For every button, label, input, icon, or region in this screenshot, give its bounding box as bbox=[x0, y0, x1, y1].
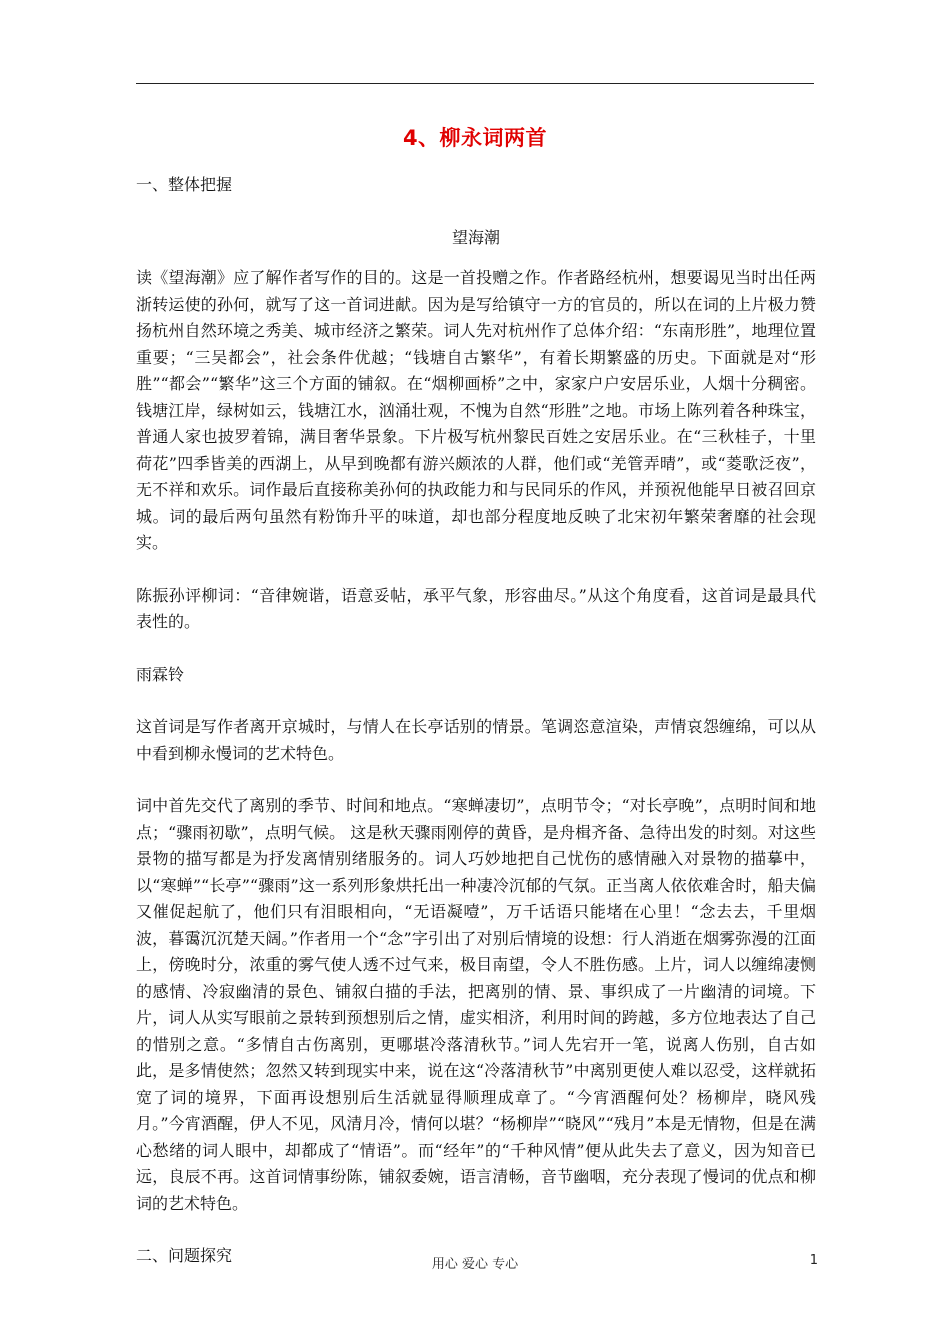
poem-title-wanghaichao: 望海潮 bbox=[451, 227, 500, 247]
section-heading-overview: 一、整体把握 bbox=[136, 175, 233, 194]
paragraph-wanghaichao-analysis: 读《望海潮》应了解作者写作的目的。这是一首投赠之作。作者路经杭州，想要谒见当时出任两浙转运使的孙何，就写了这一首词进献。因为是写给镇守一方的官员的，所以在词的上片极力赞扬杭州自然环境之秀美、城市经济之繁荣。词人先对杭州作了总体介绍：“东南形胜”，地理位置重要；“三吴都会”，社会条件优越；“钱塘自古繁华”，有着长期繁盛的历史。下面就是对“形胜”“都会”“繁华”这三个方面的铺叙。在“烟柳画桥”之中，家家户户安居乐业，人烟十分稠密。钱塘江岸，绿树如云，钱塘江水，汹涌壮观，不愧为自然“形胜”之地。市场上陈列着各种珠宝，普通人家也披罗着锦，满目奢华景象。下片极写杭州黎民百姓之安居乐业。在“三秋桂子，十里荷花”四季皆美的西湖上，从早到晚都有游兴颇浓的人群，他们或“羌管弄晴”，或“菱歌泛夜”，无不祥和欢乐。词作最后直接称美孙何的执政能力和与民同乐的作风，并预祝他能早日被召回京城。词的最后两句虽然有粉饰升平的味道，却也部分程度地反映了北宋初年繁荣奢靡的社会现实。 bbox=[136, 268, 816, 552]
paragraph-yulinling-analysis: 词中首先交代了离别的季节、时间和地点。“寒蝉凄切”，点明节令；“对长亭晚”，点明时间和地点；“骤雨初歇”，点明气候。 这是秋天骤雨刚停的黄昏，是舟楫齐备、急待出发的时刻。对这些景物的描写都是为抒发离情别绪服务的。词人巧妙地把自己忧伤的感情融入对景物的描摹中，以“寒蝉”“长亭”“骤雨”这一系列形象烘托出一种凄冷沉郁的气氛。正当离人依依难舍时，船夫偏又催促起航了，他们只有泪眼相向，“无语凝噎”，万千话语只能堵在心里！“念去去，千里烟波，暮霭沉沉楚天阔。”作者用一个“念”字引出了对别后情境的设想：行人消逝在烟雾弥漫的江面上，傍晚时分，浓重的雾气使人透不过气来，极目南望，令人不胜伤感。上片，词人以缠绵凄恻的感情、冷寂幽清的景色、铺叙白描的手法，把离别的情、景、事织成了一片幽清的词境。下片，词人从实写眼前之景转到预想别后之情，虚实相济，利用时间的跨越，多方位地表达了自己的惜别之意。“多情自古伤离别，更哪堪冷落清秋节。”词人先宕开一笔，说离人伤别，自古如此，是多情使然；忽然又转到现实中来，说在这“冷落清秋节”中离别更使人难以忍受，这样就拓宽了词的境界，下面再设想别后生活就显得顺理成章了。“今宵酒醒何处？杨柳岸，晓风残月。”今宵酒醒，伊人不见，风清月冷，情何以堪？“杨柳岸”“晓风”“残月”本是无情物，但是在满心愁绪的词人眼中，却都成了“情语”。而“经年”的“千种风情”便从此失去了意义，因为知音已远，良辰不再。这首词情事纷陈，铺叙委婉，语言清畅，音节幽咽，充分表现了慢词的优点和柳词的艺术特色。 bbox=[136, 796, 816, 1213]
header-rule bbox=[136, 83, 814, 84]
document-body bbox=[136, 172, 816, 1296]
document-title: 4、柳永词两首 bbox=[402, 126, 548, 150]
poem-title-yulinling: 雨霖铃 bbox=[136, 664, 185, 684]
page-number: 1 bbox=[809, 1253, 818, 1268]
paragraph-chen-zhensun-comment: 陈振孙评柳词：“音律婉谐，语意妥帖，承平气象，形容曲尽。”从这个角度看，这首词是最具代表性的。 bbox=[136, 585, 816, 631]
footer-motto: 用心 爱心 专心 bbox=[431, 1257, 519, 1272]
paragraph-yulinling-intro: 这首词是写作者离开京城时，与情人在长亭话别的情景。笔调恣意渲染，声情哀怨缠绵，可以从中看到柳永慢词的艺术特色。 bbox=[136, 717, 816, 763]
section-heading-inquiry: 二、问题探究 bbox=[136, 1246, 233, 1265]
